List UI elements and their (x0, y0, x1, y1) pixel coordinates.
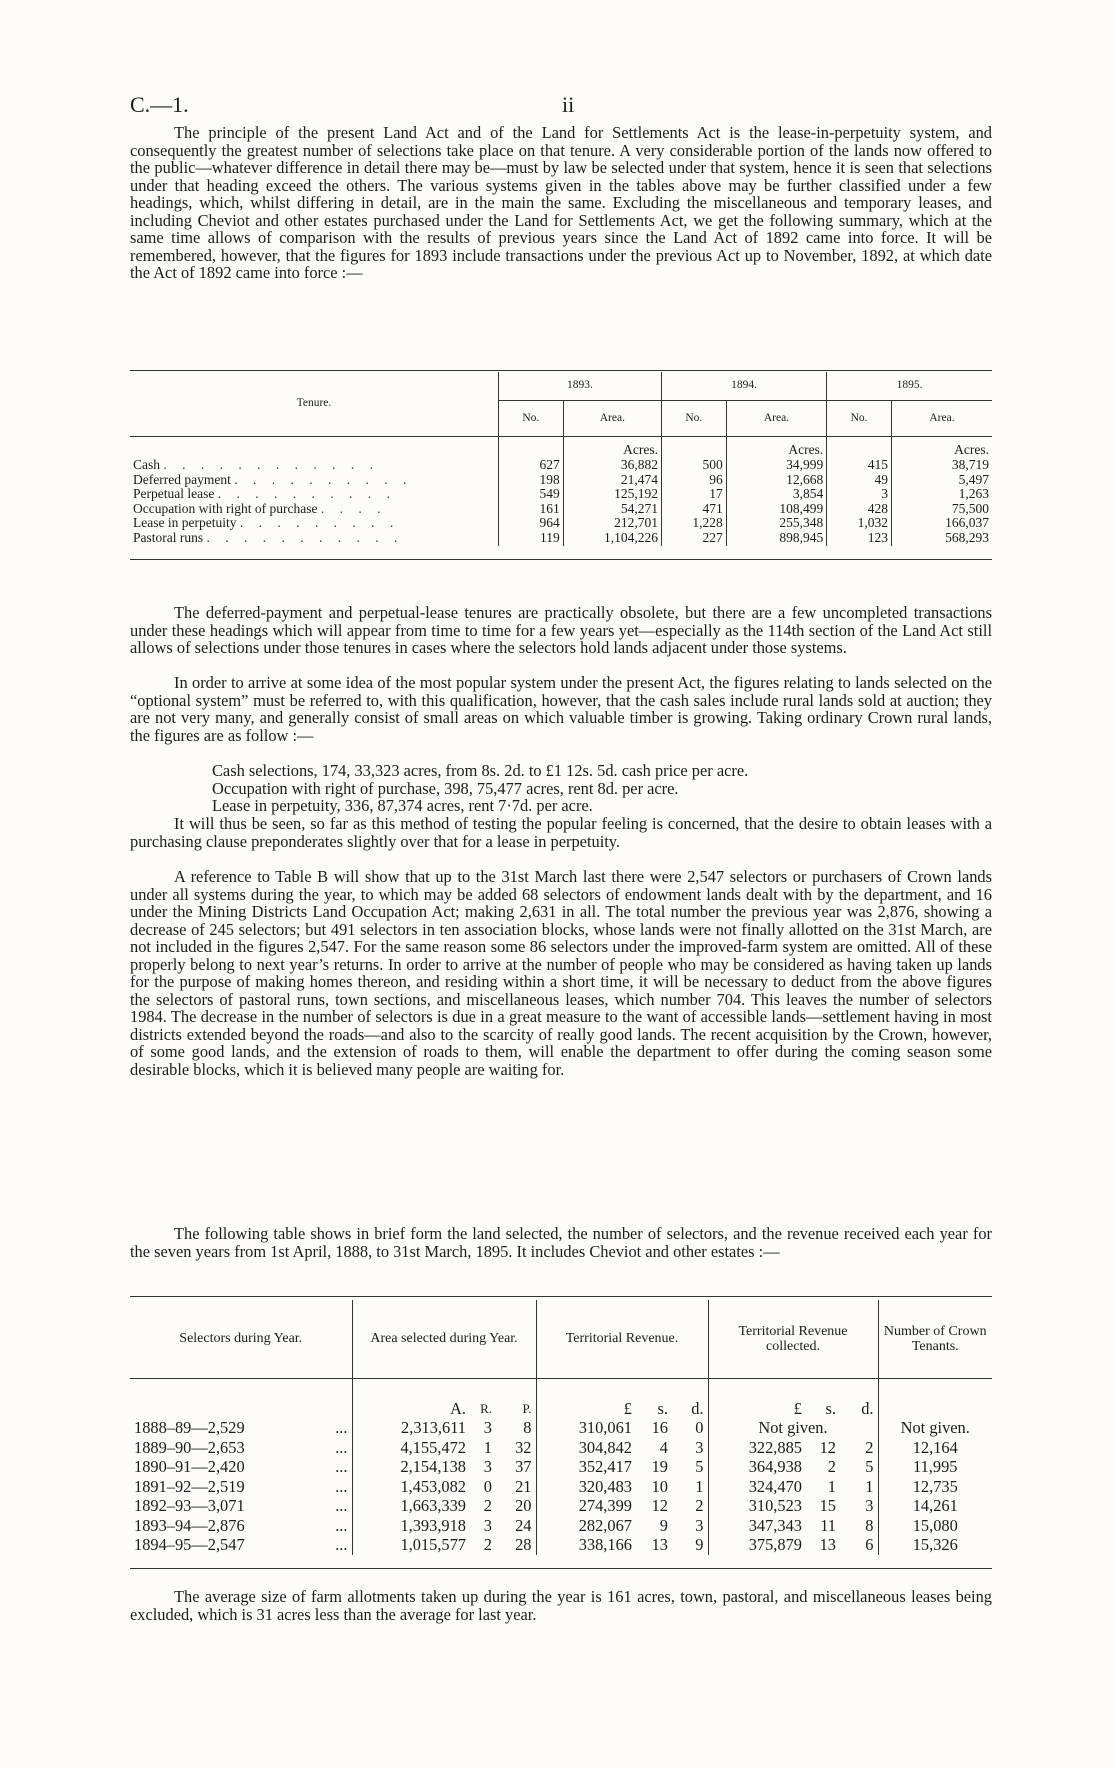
cell-roods: 3 (483, 1515, 492, 1535)
table-row (130, 531, 992, 546)
cell-revenue-pence: 0 (695, 1418, 704, 1437)
table-row (130, 1477, 992, 1497)
area-header: Area. (563, 400, 661, 436)
cell-1893-area: 212,701 (563, 516, 661, 531)
cell-roods: 2 (483, 1496, 492, 1515)
cell-acres: 2,313,611 (352, 1418, 470, 1438)
acres-unit: A. (352, 1378, 470, 1418)
page-number: ii (562, 92, 575, 117)
cell-1893-no: 198 (498, 473, 563, 488)
cell-1895-area: 75,500 (891, 502, 992, 517)
cell-collected-pounds: 347,343 (708, 1516, 806, 1536)
cell-revenue-pounds: 304,842 (536, 1438, 636, 1458)
cell-collected-pounds: 322,885 (708, 1438, 806, 1458)
pounds-unit: £ (708, 1378, 806, 1418)
area-header: Area. (891, 400, 992, 436)
table-row (130, 1516, 992, 1536)
area-header: Area. (726, 400, 826, 436)
cell-perches: 21 (515, 1476, 532, 1496)
table-row (130, 1457, 992, 1477)
cell-tenants: 11,995 (878, 1457, 992, 1477)
leader-dots: ... (335, 1496, 348, 1515)
cell-1895-area: 5,497 (891, 473, 992, 488)
cell-revenue-pounds: 338,166 (536, 1535, 636, 1555)
cell-collected-pence: 3 (865, 1496, 874, 1515)
cell-revenue-pounds: 352,417 (536, 1457, 636, 1477)
selection-figures-list (212, 762, 748, 815)
shillings-unit: s. (636, 1378, 672, 1418)
cell-revenue-shillings: 4 (659, 1437, 668, 1457)
cell-1895-area: 1,263 (891, 487, 992, 502)
cell-perches: 20 (515, 1496, 532, 1515)
cell-perches: 24 (515, 1515, 532, 1535)
leader-dots: ... (335, 1515, 348, 1535)
cell-revenue-shillings: 19 (651, 1457, 668, 1476)
cell-tenants: 14,261 (878, 1496, 992, 1516)
crown-tenants-header: Number of Crown Tenants. (878, 1300, 992, 1378)
cell-acres: 2,154,138 (352, 1457, 470, 1477)
paragraph-popular-feeling: It will thus be seen, so far as this method of testing the popular feeling is concerned, that the desire to obtain leases with a purchasing clause preponderates slightly over that for a lease in perpetuity. (130, 814, 992, 851)
cell-perches: 28 (515, 1535, 532, 1554)
cell-revenue-pence: 3 (695, 1515, 704, 1535)
cell-tenants: Not given. (878, 1418, 992, 1438)
cell-1893-no: 627 (498, 458, 563, 473)
no-header: No. (661, 400, 726, 436)
cell-roods: 2 (483, 1535, 492, 1554)
tenure-label: Deferred payment (133, 471, 231, 487)
cell-tenants: 12,735 (878, 1477, 992, 1497)
cell-1893-area: 21,474 (563, 473, 661, 488)
cell-collected-pence: 1 (865, 1476, 874, 1496)
cell-1893-area: 54,271 (563, 502, 661, 517)
paragraph-table-intro: The following table shows in brief form the land selected, the number of selectors, and the revenue received each year for the seven years from 1st April, 1888, to 31st March, 1895. It includes Cheviot and other estates :— (130, 1224, 992, 1261)
paragraph-selectors-summary: A reference to Table B will show that up to the 31st March last there were 2,547 selectors or purchasers of Crown lands under all systems during the year, to which may be added 68 selectors of endowment lands dealt with by the department, and 16 under the Mining Districts Land Occupation Act; making 2,631 in all. The total number the previous year was 2,876, showing a decrease of 245 selectors; but 491 selectors in ten association blocks, whose lands were not finally allotted on the 31st March, are not included in the figures 2,547. For the same reason some 86 selectors under the improved-farm system are omitted. All of these properly belong to next year’s returns. In order to arrive at the number of people who may be considered as having taken up lands for the purpose of making homes thereon, and residing within a short time, it will be necessary to deduct from the above figures the selectors of pastoral runs, town sections, and miscellaneous leases, which number 704. This leaves the number of selectors 1984. The decrease in the number of selectors is due in a great measure to the want of accessible lands—settlement having in most districts extended beyond the roads—and also to the scarcity of really good lands. The recent acquisition by the Crown, however, of some good lands, and the extension of roads to them, will enable the department to offer during the coming season some desirable blocks, which it is believed many people are waiting for. (130, 867, 992, 1079)
leader-dots: ... (335, 1476, 348, 1496)
cell-1894-area: 898,945 (726, 531, 826, 546)
tenure-label: Perpetual lease (133, 486, 215, 502)
cell-revenue-pence: 5 (695, 1457, 704, 1476)
cell-revenue-pence: 9 (695, 1535, 704, 1554)
leader-dots: . . . . . . . . . . . (206, 529, 404, 545)
year-1893-header: 1893. (498, 372, 661, 400)
area-selected-header: Area selected during Year. (352, 1300, 536, 1378)
territorial-revenue-header: Territorial Revenue. (536, 1300, 708, 1378)
page-header (130, 92, 984, 122)
cell-collected-pence: 8 (865, 1515, 874, 1535)
cell-1895-no: 123 (827, 531, 892, 546)
leader-dots: . . . . . . . . . . (234, 471, 413, 487)
table-row (130, 473, 992, 488)
cell-roods: 0 (483, 1476, 492, 1496)
cell-perches: 8 (523, 1418, 532, 1437)
cell-1895-area: 38,719 (891, 458, 992, 473)
list-item: Lease in perpetuity, 336, 87,374 acres, rent 7·7d. per acre. (212, 796, 593, 815)
cell-revenue-shillings: 9 (659, 1515, 668, 1535)
cell-revenue-shillings: 12 (651, 1496, 668, 1515)
cell-collected-pounds: 364,938 (708, 1457, 806, 1477)
revenue-table (130, 1300, 992, 1569)
cell-1893-area: 36,882 (563, 458, 661, 473)
intro-paragraph: The principle of the present Land Act and of the Land for Settlements Act is the lease-in-perpetuity system, and consequently the greatest number of selections take place on that tenure. A very considerable portion of the lands now offered to the public—whatever difference in detail there may be—must by law be selected under that system, hence it is seen that selections under that heading exceed the others. The various systems given in the tables above may be further classified under a few headings, which, whilst differing in detail, are in the main the same. Excluding the miscellaneous and temporary leases, and including Cheviot and other estates purchased under the Land for Settlements Act, we get the following summary, which at the same time allows of comparison with the results of previous years since the Land Act of 1892 came into force. It will be remembered, however, that the figures for 1893 include transactions under the previous Act up to November, 1892, at which date the Act of 1892 came into force :— (130, 123, 992, 282)
pence-unit: d. (840, 1378, 878, 1418)
year-selectors: 1893–94—2,876 (134, 1515, 245, 1535)
leader-dots: . . . . . . . . . . . . (163, 457, 379, 472)
cell-acres: 1,663,339 (352, 1496, 470, 1516)
cell-1895-no: 1,032 (827, 516, 892, 531)
no-header: No. (498, 400, 563, 436)
cell-collected-shillings: 12 (819, 1437, 836, 1457)
cell-1895-area: 166,037 (891, 516, 992, 531)
leader-dots: ... (335, 1457, 348, 1476)
cell-perches: 37 (515, 1457, 532, 1476)
cell-1894-area: 255,348 (726, 516, 826, 531)
cell-roods: 3 (483, 1418, 492, 1437)
cell-collected-pence: 6 (865, 1535, 874, 1554)
leader-dots: . . . . . . . . . . (217, 486, 396, 502)
cell-collected-shillings: 2 (827, 1457, 836, 1476)
cell-acres: 1,393,918 (352, 1516, 470, 1536)
year-selectors: 1891–92—2,519 (134, 1476, 245, 1496)
cell-acres: 4,155,472 (352, 1438, 470, 1458)
shillings-unit: s. (806, 1378, 840, 1418)
table-row (130, 458, 992, 473)
cell-1894-no: 471 (661, 502, 726, 517)
list-item: Cash selections, 174, 33,323 acres, from 8s. 2d. to £1 12s. 5d. cash price per acre. (212, 761, 749, 780)
table-top-rule (130, 370, 992, 371)
revenue-collected-header: Territorial Revenue collected. (708, 1300, 878, 1378)
cell-collected-shillings: 13 (819, 1535, 836, 1554)
cell-revenue-pounds: 274,399 (536, 1496, 636, 1516)
cell-1893-no: 549 (498, 487, 563, 502)
cell-revenue-shillings: 16 (651, 1418, 668, 1437)
cell-1893-no: 964 (498, 516, 563, 531)
cell-1893-no: 161 (498, 502, 563, 517)
table-row (130, 487, 992, 502)
cell-perches: 32 (515, 1437, 532, 1457)
year-selectors: 1889–90—2,653 (134, 1437, 245, 1457)
cell-collected-not-given: Not given. (708, 1418, 878, 1438)
cell-1893-area: 1,104,226 (563, 531, 661, 546)
selectors-header: Selectors during Year. (179, 1331, 303, 1347)
cell-tenants: 12,164 (878, 1438, 992, 1458)
table-row (130, 516, 992, 531)
cell-revenue-pence: 2 (695, 1496, 704, 1515)
cell-tenants: 15,326 (878, 1535, 992, 1555)
table-top-rule (130, 1296, 992, 1297)
year-selectors: 1894–95—2,547 (134, 1535, 245, 1554)
pence-unit: d. (672, 1378, 708, 1418)
cell-1894-no: 96 (661, 473, 726, 488)
cell-1893-no: 119 (498, 531, 563, 546)
cell-1895-area: 568,293 (891, 531, 992, 546)
table-row (130, 1418, 992, 1438)
paragraph-optional-system: In order to arrive at some idea of the most popular system under the present Act, the figures relating to lands selected on the “optional system” must be referred to, with this qualification, however, that the cash sales include rural lands sold at auction; they are not very many, and generally consist of small areas on which valuable timber is growing. Taking ordinary Crown rural lands, the figures are as follow :— (130, 673, 992, 745)
leader-dots: . . . . . . . . . (239, 515, 400, 531)
cell-collected-pence: 5 (865, 1457, 874, 1476)
paragraph-obsolete-tenures: The deferred-payment and perpetual-lease tenures are practically obsolete, but there are a few uncompleted transactions under these headings which will appear from time to time for a few years yet—especially as the 114th section of the Land Act still allows of selections under those tenures in cases where the selectors hold lands adjacent under those systems. (130, 603, 992, 657)
list-item: Occupation with right of purchase, 398, 75,477 acres, rent 8d. per acre. (212, 778, 679, 798)
cell-revenue-pounds: 320,483 (536, 1477, 636, 1497)
leader-dots: . . . . (320, 500, 387, 516)
roods-unit: R. (470, 1378, 496, 1418)
cell-1895-no: 428 (827, 502, 892, 517)
cell-1894-no: 17 (661, 487, 726, 502)
cell-revenue-pounds: 310,061 (536, 1418, 636, 1438)
pounds-unit: £ (536, 1378, 636, 1418)
cell-1895-no: 49 (827, 473, 892, 488)
cell-1893-area: 125,192 (563, 487, 661, 502)
cell-revenue-pence: 1 (695, 1476, 704, 1496)
cell-revenue-pence: 3 (695, 1437, 704, 1457)
cell-1894-area: 108,499 (726, 502, 826, 517)
cell-acres: 1,015,577 (352, 1535, 470, 1555)
cell-collected-pounds: 324,470 (708, 1477, 806, 1497)
cell-1894-no: 1,228 (661, 516, 726, 531)
tenure-label: Occupation with right of purchase (133, 500, 318, 516)
cell-1894-area: 12,668 (726, 473, 826, 488)
cell-1894-area: 34,999 (726, 458, 826, 473)
cell-revenue-shillings: 10 (651, 1476, 668, 1496)
cell-roods: 3 (483, 1457, 492, 1476)
acres-unit: Acres. (891, 436, 992, 458)
cell-1895-no: 3 (827, 487, 892, 502)
table-row (130, 1438, 992, 1458)
year-selectors: 1892–93—3,071 (134, 1496, 245, 1515)
tenure-label: Pastoral runs (133, 529, 204, 545)
paragraph-average-allotment: The average size of farm allotments taken up during the year is 161 acres, town, pastoral, and miscellaneous leases being excluded, which is 31 acres less than the average for last year. (130, 1587, 992, 1624)
no-header: No. (827, 400, 892, 436)
acres-unit: Acres. (563, 436, 661, 458)
cell-1895-no: 415 (827, 458, 892, 473)
cell-1894-area: 3,854 (726, 487, 826, 502)
cell-1894-no: 227 (661, 531, 726, 546)
leader-dots: ... (335, 1437, 348, 1457)
cell-revenue-pounds: 282,067 (536, 1516, 636, 1536)
tenure-label: Cash (133, 457, 160, 472)
document-reference: C.—1. (130, 92, 189, 117)
cell-collected-pounds: 375,879 (708, 1535, 806, 1555)
year-1895-header: 1895. (827, 372, 992, 400)
cell-collected-pounds: 310,523 (708, 1496, 806, 1516)
cell-collected-shillings: 15 (819, 1496, 836, 1515)
year-1894-header: 1894. (661, 372, 826, 400)
table-row (130, 502, 992, 517)
cell-collected-shillings: 1 (827, 1476, 836, 1496)
leader-dots: ... (335, 1418, 348, 1437)
cell-collected-shillings: 11 (820, 1515, 836, 1535)
leader-dots: ... (335, 1535, 348, 1554)
cell-tenants: 15,080 (878, 1516, 992, 1536)
year-selectors: 1890–91—2,420 (134, 1457, 245, 1476)
cell-1894-no: 500 (661, 458, 726, 473)
cell-roods: 1 (483, 1437, 492, 1457)
year-selectors: 1888–89—2,529 (134, 1418, 245, 1437)
cell-revenue-shillings: 13 (651, 1535, 668, 1554)
perches-unit: P. (496, 1378, 536, 1418)
acres-unit: Acres. (726, 436, 826, 458)
tenure-label: Lease in perpetuity (133, 515, 237, 531)
tenure-header: Tenure. (296, 397, 332, 410)
table-row (130, 1535, 992, 1555)
table-row (130, 1496, 992, 1516)
cell-acres: 1,453,082 (352, 1477, 470, 1497)
cell-collected-pence: 2 (865, 1437, 874, 1457)
tenure-table (130, 372, 992, 560)
